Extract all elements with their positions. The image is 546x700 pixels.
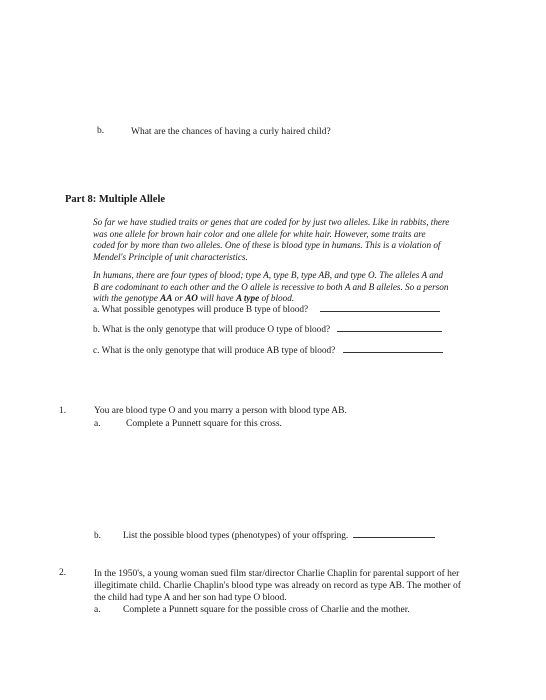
question-b-text: What are the chances of having a curly haired child?	[131, 127, 331, 137]
problem1-a-text: Complete a Punnett square for this cross.	[126, 419, 282, 429]
text-fragment: of blood.	[259, 293, 295, 303]
question-b-row	[93, 325, 442, 335]
blood-line: B are codominant to each other and the O allele is recessive to both A and B alleles. So a person	[93, 281, 449, 292]
problem1-a-letter: a.	[94, 419, 101, 429]
intro-line: Mendel's Principle of unit characteristics.	[93, 251, 248, 262]
intro-line: So far we have studied traits or genes that are coded for by just two alleles. Like in rabbits, there	[93, 217, 450, 227]
question-b-letter: b.	[97, 126, 105, 136]
text-fragment: will have	[197, 293, 236, 303]
problem2-a-text: Complete a Punnett square for the possible cross of Charlie and the mother.	[123, 605, 410, 615]
text-fragment: or	[172, 293, 186, 303]
problem1-number: 1.	[59, 406, 67, 416]
intro-paragraph	[93, 217, 533, 263]
answer-a-blank[interactable]	[320, 310, 440, 312]
problem1-text: You are blood type O and you marry a person with blood type AB.	[94, 406, 347, 416]
question-c-row	[93, 346, 443, 356]
answer-b-blank[interactable]	[337, 330, 442, 332]
problem1-b-letter: b.	[94, 531, 101, 541]
blood-line-last	[93, 293, 533, 305]
problem2-line: the child had type A and her son had type O blood.	[94, 593, 287, 603]
question-a-row	[93, 305, 440, 315]
problem2-a-letter: a.	[94, 605, 101, 615]
problem1-b-row	[94, 531, 435, 541]
problem2-number: 2.	[59, 568, 67, 578]
blood-type-a: A type	[235, 293, 260, 303]
genotype-aa: AA	[160, 293, 173, 303]
text-fragment: with the genotype	[93, 293, 161, 303]
problem2-line: illegitimate child. Charlie Chaplin's blood type was already on record as type AB. The mother of	[94, 581, 461, 591]
problem1-b-blank[interactable]	[353, 536, 435, 538]
part8-title: Part 8: Multiple Allele	[65, 194, 166, 205]
blood-line: In humans, there are four types of blood; type A, type B, type AB, and type O. The alleles A and	[93, 270, 443, 280]
genotype-ao: AO	[185, 293, 198, 303]
problem1-b-text: List the possible blood types (phenotypes) of your offspring.	[122, 531, 349, 541]
intro-line: was one allele for brown hair color and one allele for white hair. However, some traits are	[93, 228, 426, 239]
question-a-text: a. What possible genotypes will produce B type of blood?	[93, 305, 309, 315]
problem2-line: In the 1950's, a young woman sued film star/director Charlie Chaplin for parental support of her	[94, 569, 460, 579]
question-c-text: c. What is the only genotype that will produce AB type of blood?	[93, 346, 336, 356]
intro-line: coded for by more than two alleles. One of these is blood type in humans. This is a violation of	[93, 240, 441, 250]
answer-c-blank[interactable]	[343, 351, 443, 353]
blood-type-paragraph	[93, 270, 533, 305]
question-b-genotype-text: b. What is the only genotype that will produce O type of blood?	[93, 325, 331, 335]
problem2-paragraph	[94, 568, 534, 604]
